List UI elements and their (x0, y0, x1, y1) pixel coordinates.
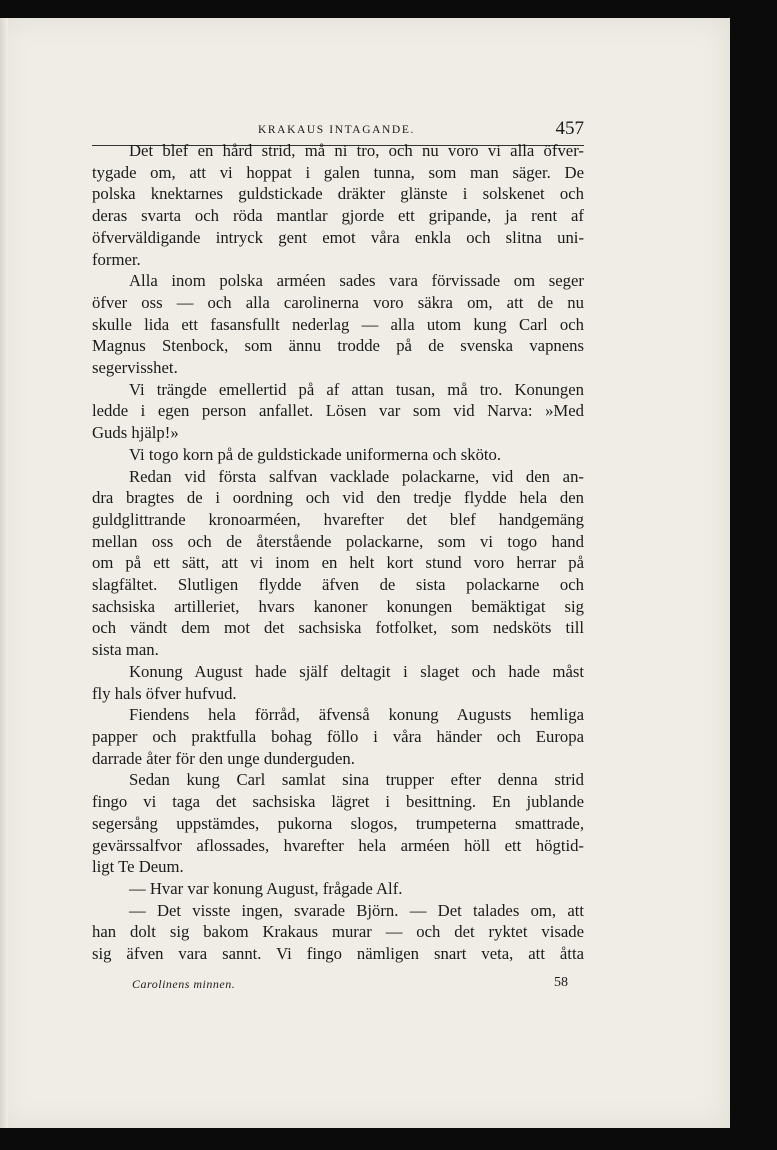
text-line: Vi togo korn på de guldstickade uniformerna och sköto. (129, 444, 502, 464)
text-line: ligt Te Deum. (92, 857, 184, 877)
body-text (92, 140, 584, 965)
text-line: deras svarta och röda mantlar gjorde ett gripande, ja rent af (92, 206, 584, 226)
text-line: tygade om, att vi hoppat i galen tunna, som man säger. De (92, 162, 584, 182)
text-line: Det blef en hård strid, må ni tro, och nu voro vi alla öfver- (129, 141, 584, 160)
signature-mark: 58 (554, 975, 568, 990)
text-line: papper och praktfulla bohag föllo i våra händer och Europa (92, 726, 584, 746)
text-line: om på ett sätt, att vi inom en helt kort stund voro herrar på (92, 553, 584, 573)
text-line: — Hvar var konung August, frågade Alf. (129, 878, 403, 898)
text-line: slagfältet. Slutligen flydde äfven de sista polackarne och (92, 575, 584, 595)
text-line: sig äfven vara sannt. Vi fingo nämligen snart veta, att åtta (92, 944, 584, 964)
text-line: öfverväldigande intryck gent emot våra enkla och slitna uni- (92, 227, 584, 247)
text-line: segersång uppstämdes, pukorna slogos, trumpeterna smattrade, (92, 813, 584, 833)
text-line: ledde i egen person anfallet. Lösen var som vid Narva: »Med (92, 401, 584, 421)
text-line: Konung August hade själf deltagit i slaget och hade måst (129, 661, 584, 681)
text-line: skulle lida ett fasansfullt nederlag — alla utom kung Carl och (92, 314, 584, 334)
text-line: Guds hjälp!» (92, 423, 179, 443)
text-line: mellan oss och de återstående polackarne, som vi togo hand (92, 531, 584, 551)
text-line: fingo vi taga det sachsiska lägret i besittning. En jublande (92, 792, 584, 812)
text-line: segervisshet. (92, 358, 178, 378)
text-line: dra bragtes de i oordning och vid den tredje flydde hela den (92, 488, 584, 508)
text-line: gevärssalfvor aflossades, hvarefter hela arméen höll ett högtid- (92, 835, 584, 855)
text-line: öfver oss — och alla carolinerna voro säkra om, att de nu (92, 292, 584, 312)
text-line: darrade åter för den unge dunderguden. (92, 748, 355, 768)
text-line: sachsiska artilleriet, hvars kanoner konungen bemäktigat sig (92, 596, 584, 616)
text-line: Redan vid första salfvan vacklade polackarne, vid den an- (129, 466, 584, 486)
text-line: polska knektarnes guldstickade dräkter glänste i solskenet och (92, 184, 584, 204)
text-line: former. (92, 249, 141, 269)
text-line: sista man. (92, 640, 159, 660)
text-line: guldglittrande kronoarméen, hvarefter det blef handgemäng (92, 509, 584, 529)
text-line: Vi trängde emellertid på af attan tusan, må tro. Konungen (129, 379, 584, 399)
text-line: Alla inom polska arméen sades vara förvissade om seger (129, 271, 584, 291)
text-line: Magnus Stenbock, som ännu trodde på de svenska vapnens (92, 336, 584, 356)
footer-title: Carolinens minnen. (132, 977, 236, 991)
text-line: — Det visste ingen, svarade Björn. — Det talades om, att (129, 900, 584, 920)
running-title: KRAKAUS INTAGANDE. (258, 124, 415, 136)
text-line: Sedan kung Carl samlat sina trupper efter denna strid (129, 770, 584, 790)
text-line: och vändt dem mot det sachsiska fotfolket, som nedsköts till (92, 618, 584, 638)
text-line: Fiendens hela förråd, äfvenså konung Augusts hemliga (129, 705, 584, 725)
page-number: 457 (555, 118, 584, 139)
text-line: fly hals öfver hufvud. (92, 683, 237, 703)
text-line: han dolt sig bakom Krakaus murar — och det ryktet visade (92, 922, 584, 942)
